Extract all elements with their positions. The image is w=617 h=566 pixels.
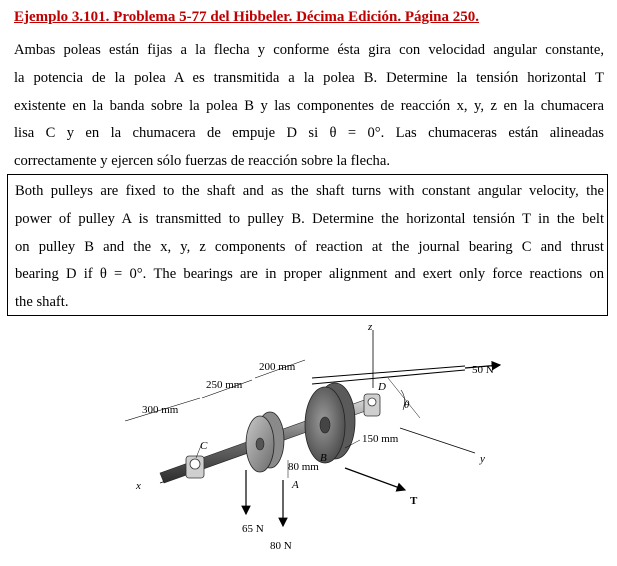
label-point-d: D (378, 381, 386, 393)
spanish-line: existente en la banda sobre la polea B y las componentes de reacción x, y, z en la chumacera (14, 97, 604, 114)
tension-arrow (345, 468, 405, 490)
label-dim-200: 200 mm (259, 361, 296, 373)
label-point-c: C (200, 440, 208, 452)
english-line: the shaft. (15, 294, 69, 311)
label-z: z (368, 321, 373, 333)
english-paragraph (15, 178, 604, 317)
label-point-a: A (292, 479, 299, 491)
theta-ref-line (388, 378, 420, 418)
label-dim-150: 150 mm (362, 433, 399, 445)
label-theta: θ (404, 399, 410, 411)
label-dim-80: 80 mm (288, 461, 319, 473)
label-dim-300: 300 mm (142, 404, 179, 416)
page-title: Ejemplo 3.101. Problema 5-77 del Hibbeler. Décima Edición. Página 250. (14, 9, 479, 25)
pulley-a (246, 412, 284, 472)
label-force-50: 50 N (472, 364, 494, 376)
spanish-paragraph (14, 37, 604, 176)
english-line: power of pulley A is transmitted to pulley B. Determine the horizontal tensión T in the belt (15, 210, 604, 227)
spanish-line: lisa C y en la chumacera de empuje D si θ = 0°. Las chumaceras están alineadas (14, 125, 604, 142)
shaft-pulley-figure (120, 318, 520, 558)
english-line: bearing D if θ = 0°. The bearings are in proper alignment and exert only force reactions on (15, 266, 604, 283)
bearing-d (364, 394, 380, 416)
y-axis-line (400, 428, 475, 453)
label-x: x (136, 480, 141, 492)
label-tension: T (410, 495, 418, 507)
english-line: on pulley B and the x, y, z components of reaction at the journal bearing C and thrust (15, 238, 604, 255)
english-line: Both pulleys are fixed to the shaft and as the shaft turns with constant angular velocity, the (15, 183, 604, 199)
label-point-b: B (320, 452, 327, 464)
spanish-line: correctamente y ejercen sólo fuerzas de reacción sobre la flecha. (14, 153, 390, 170)
label-y: y (480, 453, 485, 465)
spanish-line: la potencia de la polea A es transmitida a la polea B. Determine la tensión horizontal T (14, 69, 604, 86)
spanish-line: Ambas poleas están fijas a la flecha y conforme ésta gira con velocidad angular constante, (14, 42, 604, 58)
label-dim-250: 250 mm (206, 379, 243, 391)
label-force-80: 80 N (270, 540, 292, 552)
pulley-b (305, 383, 355, 463)
label-force-65: 65 N (242, 523, 264, 535)
english-text-box (7, 174, 608, 316)
